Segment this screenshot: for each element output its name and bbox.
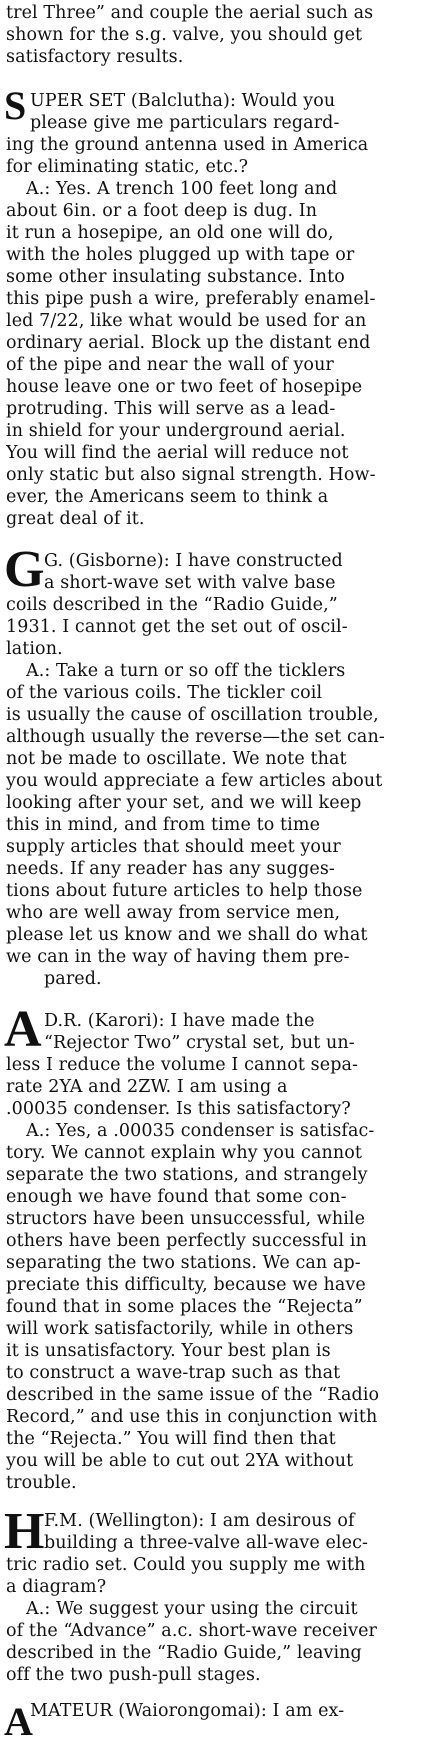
qa1-line: about 6in. or a foot deep is dug. In	[6, 201, 318, 221]
qa3-line: Record,” and use this in conjunction with	[6, 1407, 378, 1427]
qa3-line: enough we have found that some con-	[6, 1187, 347, 1207]
qa1-answer-line: A.: Yes. A trench 100 feet long and	[26, 179, 338, 199]
qa2-line: supply articles that should meet your	[6, 837, 341, 857]
qa3-line: less I reduce the volume I cannot sepa-	[6, 1055, 359, 1075]
qa1-line: led 7/22, like what would be used for an	[6, 311, 367, 331]
qa3-line: .00035 condenser. Is this satisfactory?	[6, 1099, 351, 1119]
qa1-line: this pipe push a wire, preferably enamel-	[6, 289, 376, 309]
qa2-line: pared.	[44, 969, 102, 989]
qa3-line: will work satisfactorily, while in others	[6, 1319, 354, 1339]
qa3-line: preciate this difficulty, because we have	[6, 1275, 366, 1295]
qa2-line: you would appreciate a few articles about	[6, 771, 383, 791]
qa3-answer-line: A.: Yes, a .00035 condenser is satisfac-	[26, 1121, 375, 1141]
qa1-line: in shield for your underground aerial.	[6, 421, 346, 441]
qa4-line: a diagram?	[6, 1577, 107, 1597]
qa2-line: who are well away from service men,	[6, 903, 341, 923]
qa1-line: for eliminating static, etc.?	[6, 157, 249, 177]
qa1-line: some other insulating substance. Into	[6, 267, 345, 287]
qa4-line: F.M. (Wellington): I am desirous of	[44, 1511, 355, 1531]
qa2-line: this in mind, and from time to time	[6, 815, 321, 835]
qa1-line: with the holes plugged up with tape or	[6, 245, 355, 265]
qa2-line: needs. If any reader has any sugges-	[6, 859, 335, 879]
qa3-line: trouble.	[6, 1473, 77, 1493]
qa2-line: coils described in the “Radio Guide,”	[6, 595, 338, 615]
qa5-line: MATEUR (Waiorongomai): I am ex-	[30, 1701, 345, 1721]
qa4-line: of the “Advance” a.c. short-wave receiver	[6, 1621, 378, 1641]
qa1-line: please give me particulars regard-	[30, 113, 340, 133]
qa3-line: D.R. (Karori): I have made the	[44, 1011, 315, 1031]
qa2-line: looking after your set, and we will keep	[6, 793, 362, 813]
qa3-line: it is unsatisfactory. Your best plan is	[6, 1341, 331, 1361]
qa1-line: UPER SET (Balclutha): Would you	[30, 91, 336, 111]
qa3-line: to construct a wave-trap such as that	[6, 1363, 341, 1383]
intro-line-2: shown for the s.g. valve, you should get	[6, 25, 363, 45]
qa3-dropcap: A	[4, 1001, 42, 1058]
qa4-answer-line: A.: We suggest your using the circuit	[26, 1599, 358, 1619]
qa3-line: the “Rejecta.” You will find then that	[6, 1429, 336, 1449]
qa3-line: structors have been unsuccessful, while	[6, 1209, 366, 1229]
intro-line-1: trel Three” and couple the aerial such as	[6, 3, 374, 23]
qa2-line: of the various coils. The tickler coil	[6, 683, 323, 703]
qa3-line: tory. We cannot explain why you cannot	[6, 1143, 362, 1163]
qa3-line: rate 2YA and 2ZW. I am using a	[6, 1077, 288, 1097]
qa3-line: separating the two stations. We can ap-	[6, 1253, 361, 1273]
qa3-line: found that in some places the “Rejecta”	[6, 1297, 363, 1317]
qa3-line: others have been perfectly successful in	[6, 1231, 367, 1251]
qa2-line: not be made to oscillate. We note that	[6, 749, 347, 769]
qa3-line: described in the same issue of the “Radio	[6, 1385, 380, 1405]
qa2-dropcap: G	[4, 541, 45, 598]
qa2-line: G. (Gisborne): I have constructed	[44, 551, 343, 571]
qa4-line: building a three-valve all-wave elec-	[44, 1533, 368, 1553]
intro-line-3: satisfactory results.	[6, 47, 184, 67]
qa5-dropcap: A	[4, 1699, 33, 1744]
qa2-line: a short-wave set with valve base	[44, 573, 336, 593]
qa1-dropcap: S	[4, 83, 27, 128]
qa4-line: described in the “Radio Guide,” leaving	[6, 1643, 362, 1663]
qa2-line: although usually the reverse—the set can-	[6, 727, 385, 747]
qa2-line: please let us know and we shall do what	[6, 925, 368, 945]
qa3-line: “Rejector Two” crystal set, but un-	[44, 1033, 355, 1053]
qa1-line: ordinary aerial. Block up the distant end	[6, 333, 371, 353]
qa1-line: great deal of it.	[6, 509, 145, 529]
qa1-line: only static but also signal strength. How-	[6, 465, 376, 485]
qa1-line: ing the ground antenna used in America	[6, 135, 369, 155]
qa1-line: it run a hosepipe, an old one will do,	[6, 223, 334, 243]
qa1-line: protruding. This will serve as a lead-	[6, 399, 336, 419]
qa3-line: separate the two stations, and strangely	[6, 1165, 368, 1185]
qa1-line: You will find the aerial will reduce not	[6, 443, 349, 463]
qa2-answer-line: A.: Take a turn or so off the ticklers	[26, 661, 346, 681]
qa2-line: tions about future articles to help those	[6, 881, 363, 901]
qa2-line: is usually the cause of oscillation trouble,	[6, 705, 379, 725]
qa4-dropcap: H	[4, 1503, 45, 1560]
qa2-line: lation.	[6, 639, 63, 659]
qa1-line: of the pipe and near the wall of your	[6, 355, 334, 375]
qa3-line: you will be able to cut out 2YA without	[6, 1451, 354, 1471]
qa2-line: 1931. I cannot get the set out of oscil-	[6, 617, 348, 637]
qa4-line: tric radio set. Could you supply me with	[6, 1555, 366, 1575]
qa2-line: we can in the way of having them pre-	[6, 947, 350, 967]
qa1-line: ever, the Americans seem to think a	[6, 487, 329, 507]
qa1-line: house leave one or two feet of hosepipe	[6, 377, 363, 397]
qa4-line: off the two push-pull stages.	[6, 1665, 261, 1685]
